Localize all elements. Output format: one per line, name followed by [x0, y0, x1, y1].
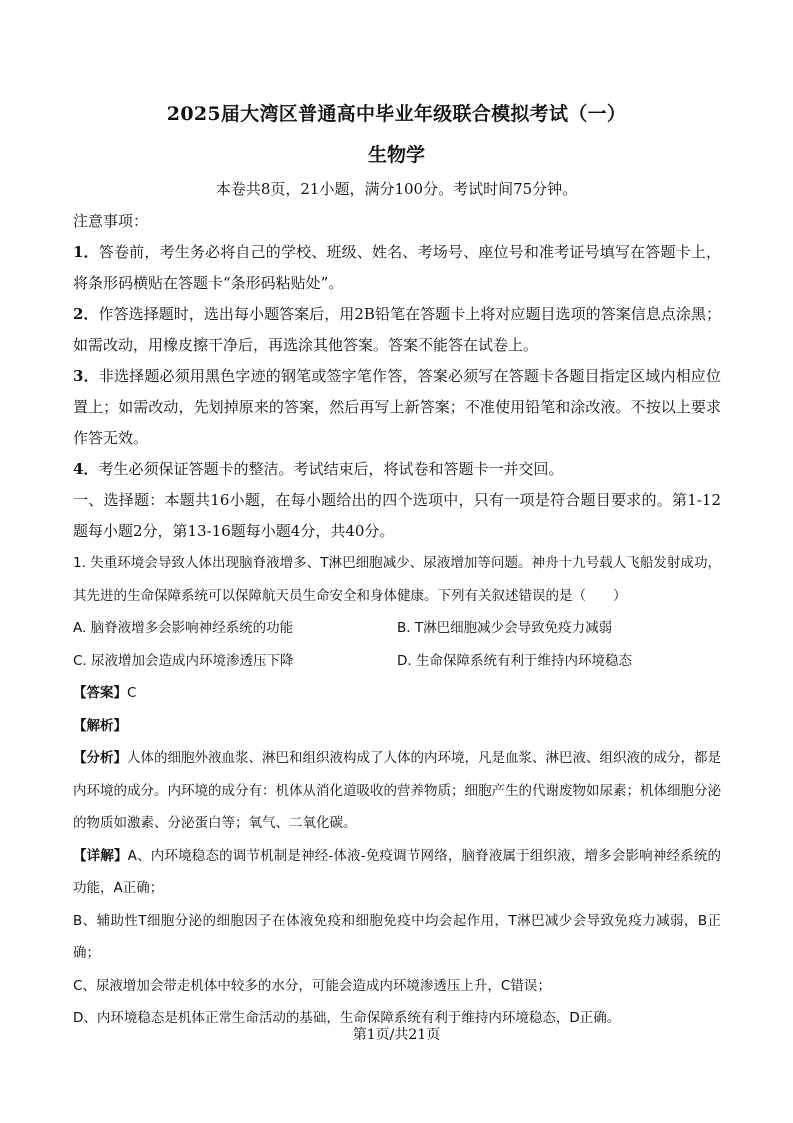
xiangjie-a-text: A、内环境稳态的调节机制是神经-体液-免疫调节网络，脑脊液属于组织液，增多会影响神经系统的功能，A正确；: [73, 847, 721, 896]
exam-body: [73, 206, 721, 1035]
option-d: D. 生命保障系统有利于维持内环境稳态: [397, 652, 632, 669]
answer-line: [73, 677, 721, 710]
xiangjie-b-paragraph: B、辅助性T细胞分泌的细胞因子在体液免疫和细胞免疫中均会起作用，T淋巴减少会导致免疫力减弱，B正确；: [73, 912, 721, 961]
note-item: [73, 299, 721, 361]
exam-title: 2025届大湾区普通高中毕业年级联合模拟考试（一）: [166, 103, 627, 125]
option-c: C. 尿液增加会造成内环境渗透压下降: [73, 652, 294, 669]
notes-heading: 注意事项：: [73, 212, 149, 230]
answer-value: C: [127, 685, 137, 701]
exam-info: 本卷共8页，21小题，满分100分。考试时间75分钟。: [215, 180, 578, 198]
note-number: 3．: [73, 367, 99, 385]
note-number: 4．: [73, 460, 99, 478]
subject-title: 生物学: [367, 144, 425, 166]
xiangjie-paragraph: [73, 840, 721, 905]
note-item: [73, 454, 721, 485]
note-number: 2．: [73, 305, 99, 323]
note-text: 考生必须保证答题卡的整洁。考试结束后，将试卷和答题卡一并交回。: [98, 460, 564, 478]
answer-tag: 【答案】: [73, 685, 127, 701]
page-footer: 第1页/共21页: [352, 1027, 441, 1043]
xiangjie-d-paragraph: D、内环境稳态是机体正常生命活动的基础，生命保障系统有利于维持内环境稳态，D正确。: [73, 1010, 621, 1026]
options-row: [73, 612, 721, 645]
note-number: 1．: [73, 243, 99, 261]
note-text: 答卷前，考生务必将自己的学校、班级、姓名、考场号、座位号和准考证号填写在答题卡上，将条形码横贴在答题卡“条形码粘贴处”。: [73, 243, 721, 292]
option-b: B. T淋巴细胞减少会导致免疫力减弱: [397, 620, 613, 636]
xiangjie-c-paragraph: C、尿液增加会带走机体中较多的水分，可能会造成内环境渗透压上升，C错误；: [73, 977, 551, 994]
note-item: [73, 237, 721, 299]
note-text: 作答选择题时，选出每小题答案后，用2B铅笔在答题卡上将对应题目选项的答案信息点涂黑；如需改动，用橡皮擦干净后，再选涂其他答案。答案不能答在试卷上。: [73, 305, 722, 354]
options-row: [73, 645, 721, 678]
note-item: [73, 361, 721, 454]
section-heading: 一、选择题：本题共16小题，在每小题给出的四个选项中，只有一项是符合题目要求的。第1-12题每小题2分，第13-16题每小题4分，共40分。: [73, 491, 721, 540]
fenxi-text: 人体的细胞外液血浆、淋巴和组织液构成了人体的内环境，凡是血浆、淋巴液、组织液的成分，都是内环境的成分。内环境的成分有：机体从消化道吸收的营养物质；细胞产生的代谢废物如尿素；机体细胞分泌的物质如激素、分泌蛋白等；氧气、二氧化碳。: [73, 750, 721, 831]
fenxi-paragraph: [73, 742, 721, 840]
note-text: 非选择题必须用黑色字迹的钢笔或签字笔作答，答案必须写在答题卡各题目指定区域内相应位置上；如需改动，先划掉原来的答案，然后再写上新答案；不准使用铅笔和涂改液。不按以上要求作答无效。: [73, 367, 721, 447]
fenxi-tag: 【分析】: [73, 750, 127, 766]
analysis-line: [73, 710, 721, 743]
xiangjie-tag: 【详解】: [73, 847, 128, 864]
analysis-tag: 【解析】: [73, 717, 127, 734]
option-a: A. 脑脊液增多会影响神经系统的功能: [73, 620, 294, 636]
question-stem: 1. 失重环境会导致人体出现脑脊液增多、T淋巴细胞减少、尿液增加等问题。神舟十九号载人飞船发射成功，其先进的生命保障系统可以保障航天员生命安全和身体健康。下列有关叙述错误的是（ ）: [73, 555, 721, 604]
